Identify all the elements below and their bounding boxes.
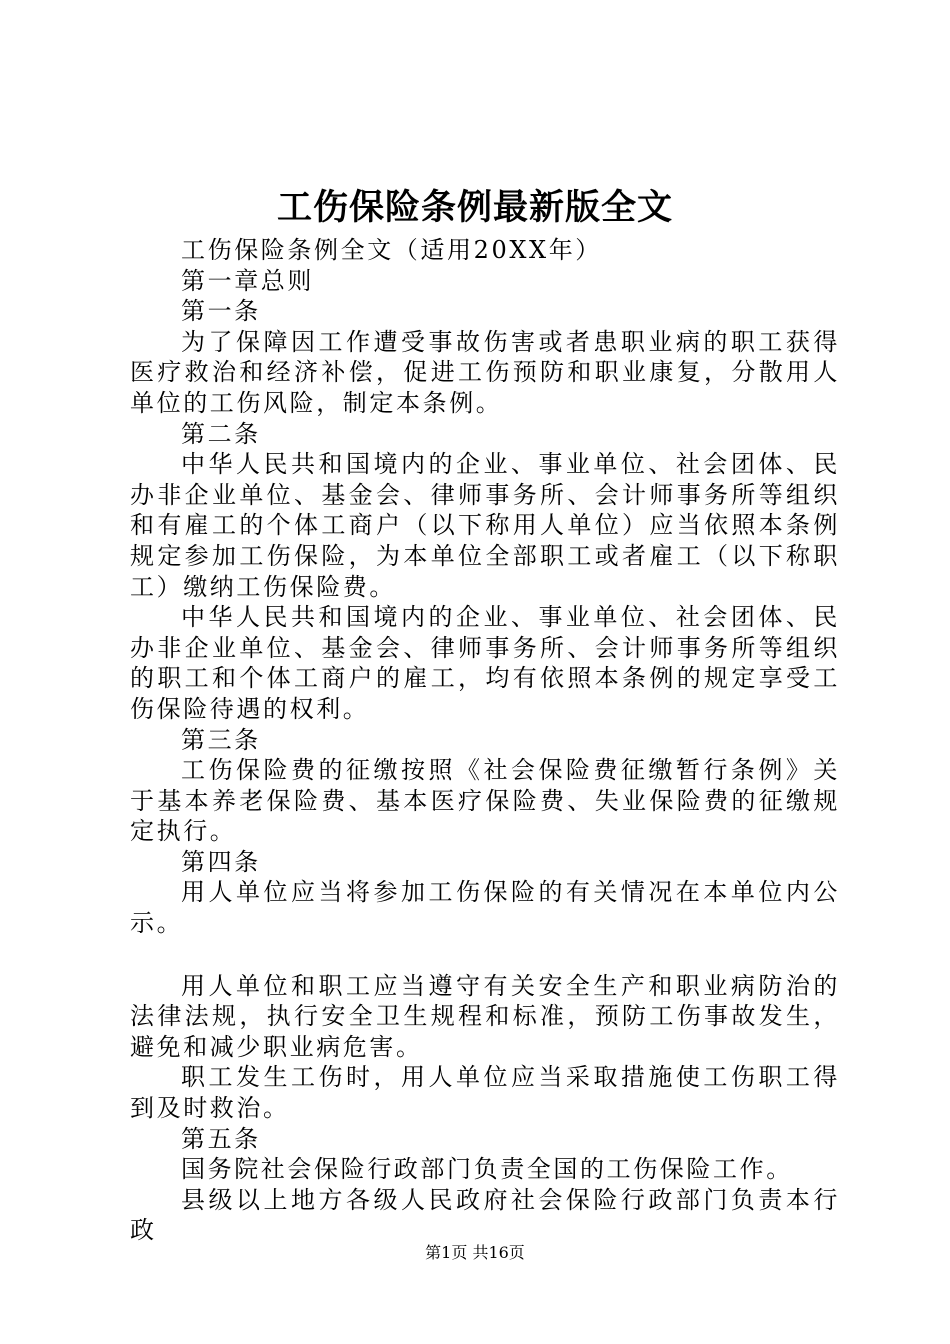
- document-title: 工伤保险条例最新版全文: [276, 187, 673, 228]
- paragraph: 工伤保险费的征缴按照《社会保险费征缴暂行条例》关于基本养老保险费、基本医疗保险费、失业保险费的征缴规定执行。: [130, 756, 840, 846]
- article-heading: 第二条: [181, 419, 261, 448]
- chapter-heading: 第一章总则: [181, 266, 314, 295]
- paragraph: 中华人民共和国境内的企业、事业单位、社会团体、民办非企业单位、基金会、律师事务所、会计师事务所等组织的职工和个体工商户的雇工，均有依照本条例的规定享受工伤保险待遇的权利。: [130, 603, 840, 723]
- article-heading: 第四条: [181, 847, 261, 876]
- document-body: [130, 235, 840, 1246]
- paragraph: 为了保障因工作遭受事故伤害或者患职业病的职工获得医疗救治和经济补偿，促进工伤预防和职业康复，分散用人单位的工伤风险，制定本条例。: [130, 327, 840, 417]
- article-heading: 第一条: [181, 297, 261, 326]
- paragraph: 用人单位应当将参加工伤保险的有关情况在本单位内公示。: [130, 878, 840, 938]
- page-footer: 第1页 共16页: [425, 1243, 525, 1262]
- paragraph: 国务院社会保险行政部门负责全国的工伤保险工作。: [181, 1155, 793, 1184]
- paragraph: 用人单位和职工应当遵守有关安全生产和职业病防治的法律法规，执行安全卫生规程和标准，预防工伤事故发生，避免和减少职业病危害。: [130, 971, 840, 1061]
- paragraph: 中华人民共和国境内的企业、事业单位、社会团体、民办非企业单位、基金会、律师事务所、会计师事务所等组织和有雇工的个体工商户（以下称用人单位）应当依照本条例规定参加工伤保险，为本单位全部职工或者雇工（以下称职工）缴纳工伤保险费。: [130, 450, 840, 601]
- paragraph: 县级以上地方各级人民政府社会保险行政部门负责本行政: [130, 1185, 840, 1245]
- doc-subtitle: 工伤保险条例全文（适用20XX年）: [181, 236, 602, 264]
- article-heading: 第五条: [181, 1124, 261, 1153]
- article-heading: 第三条: [181, 725, 261, 754]
- paragraph: 职工发生工伤时，用人单位应当采取措施使工伤职工得到及时救治。: [130, 1063, 840, 1123]
